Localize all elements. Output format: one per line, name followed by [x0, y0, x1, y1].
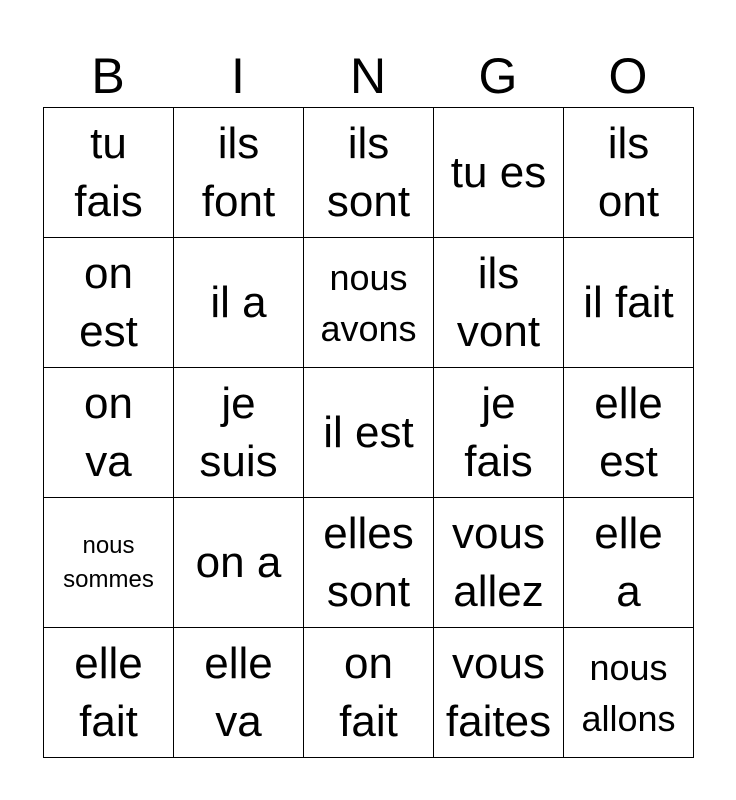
bingo-cell[interactable]: [304, 238, 434, 368]
bingo-cell[interactable]: [564, 628, 694, 758]
bingo-cell[interactable]: [564, 108, 694, 238]
cell-text: on est: [79, 248, 138, 356]
cell-text: on fait: [339, 638, 398, 746]
bingo-cell[interactable]: [44, 368, 174, 498]
cell-text: on a: [195, 537, 282, 587]
cell-text: nous sommes: [63, 531, 154, 593]
bingo-cell[interactable]: [434, 498, 564, 628]
bingo-cell[interactable]: [564, 498, 694, 628]
cell-text: elle fait: [74, 638, 143, 746]
cell-text: vous allez: [452, 508, 545, 616]
cell-text: tu fais: [74, 118, 143, 226]
cell-text: je fais: [464, 378, 533, 486]
bingo-cell[interactable]: [434, 628, 564, 758]
cell-text: vous faites: [445, 638, 552, 746]
bingo-cell[interactable]: [44, 628, 174, 758]
header-letter-o: O: [608, 48, 648, 104]
bingo-cell[interactable]: [174, 628, 304, 758]
bingo-cell[interactable]: [564, 368, 694, 498]
cell-text: il fait: [583, 277, 674, 327]
header-letter-n: N: [349, 48, 387, 104]
bingo-cell[interactable]: [174, 108, 304, 238]
cell-text: je suis: [199, 378, 278, 486]
header-letter-g: G: [478, 48, 518, 104]
bingo-cell[interactable]: [434, 108, 564, 238]
cell-text: il est: [323, 407, 414, 457]
cell-text: elles sont: [323, 508, 414, 616]
bingo-cell[interactable]: [174, 498, 304, 628]
cell-text: elle a: [594, 508, 663, 616]
cell-text: ils vont: [456, 248, 541, 356]
header-letter-i: I: [231, 48, 245, 104]
cell-text: ils sont: [326, 118, 411, 226]
bingo-cell[interactable]: [304, 108, 434, 238]
bingo-cell[interactable]: [304, 368, 434, 498]
cell-text: nous avons: [320, 256, 417, 349]
bingo-header: [43, 48, 693, 104]
bingo-cell[interactable]: [304, 628, 434, 758]
cell-text: nous allons: [581, 646, 676, 739]
cell-text: elle est: [594, 378, 663, 486]
cell-text: ils ont: [597, 118, 660, 226]
bingo-cell[interactable]: [434, 238, 564, 368]
bingo-cell[interactable]: [174, 368, 304, 498]
header-letter-b: B: [91, 48, 125, 104]
cell-text: tu es: [450, 147, 547, 197]
bingo-card: [43, 107, 694, 758]
bingo-cell[interactable]: [174, 238, 304, 368]
bingo-cell[interactable]: [564, 238, 694, 368]
cell-text: elle va: [204, 638, 273, 746]
cell-text: il a: [210, 277, 267, 327]
bingo-cell[interactable]: [434, 368, 564, 498]
cell-text: ils font: [201, 118, 276, 226]
bingo-cell[interactable]: [304, 498, 434, 628]
bingo-cell[interactable]: [44, 498, 174, 628]
bingo-cell[interactable]: [44, 108, 174, 238]
cell-text: on va: [84, 378, 133, 486]
bingo-cell[interactable]: [44, 238, 174, 368]
